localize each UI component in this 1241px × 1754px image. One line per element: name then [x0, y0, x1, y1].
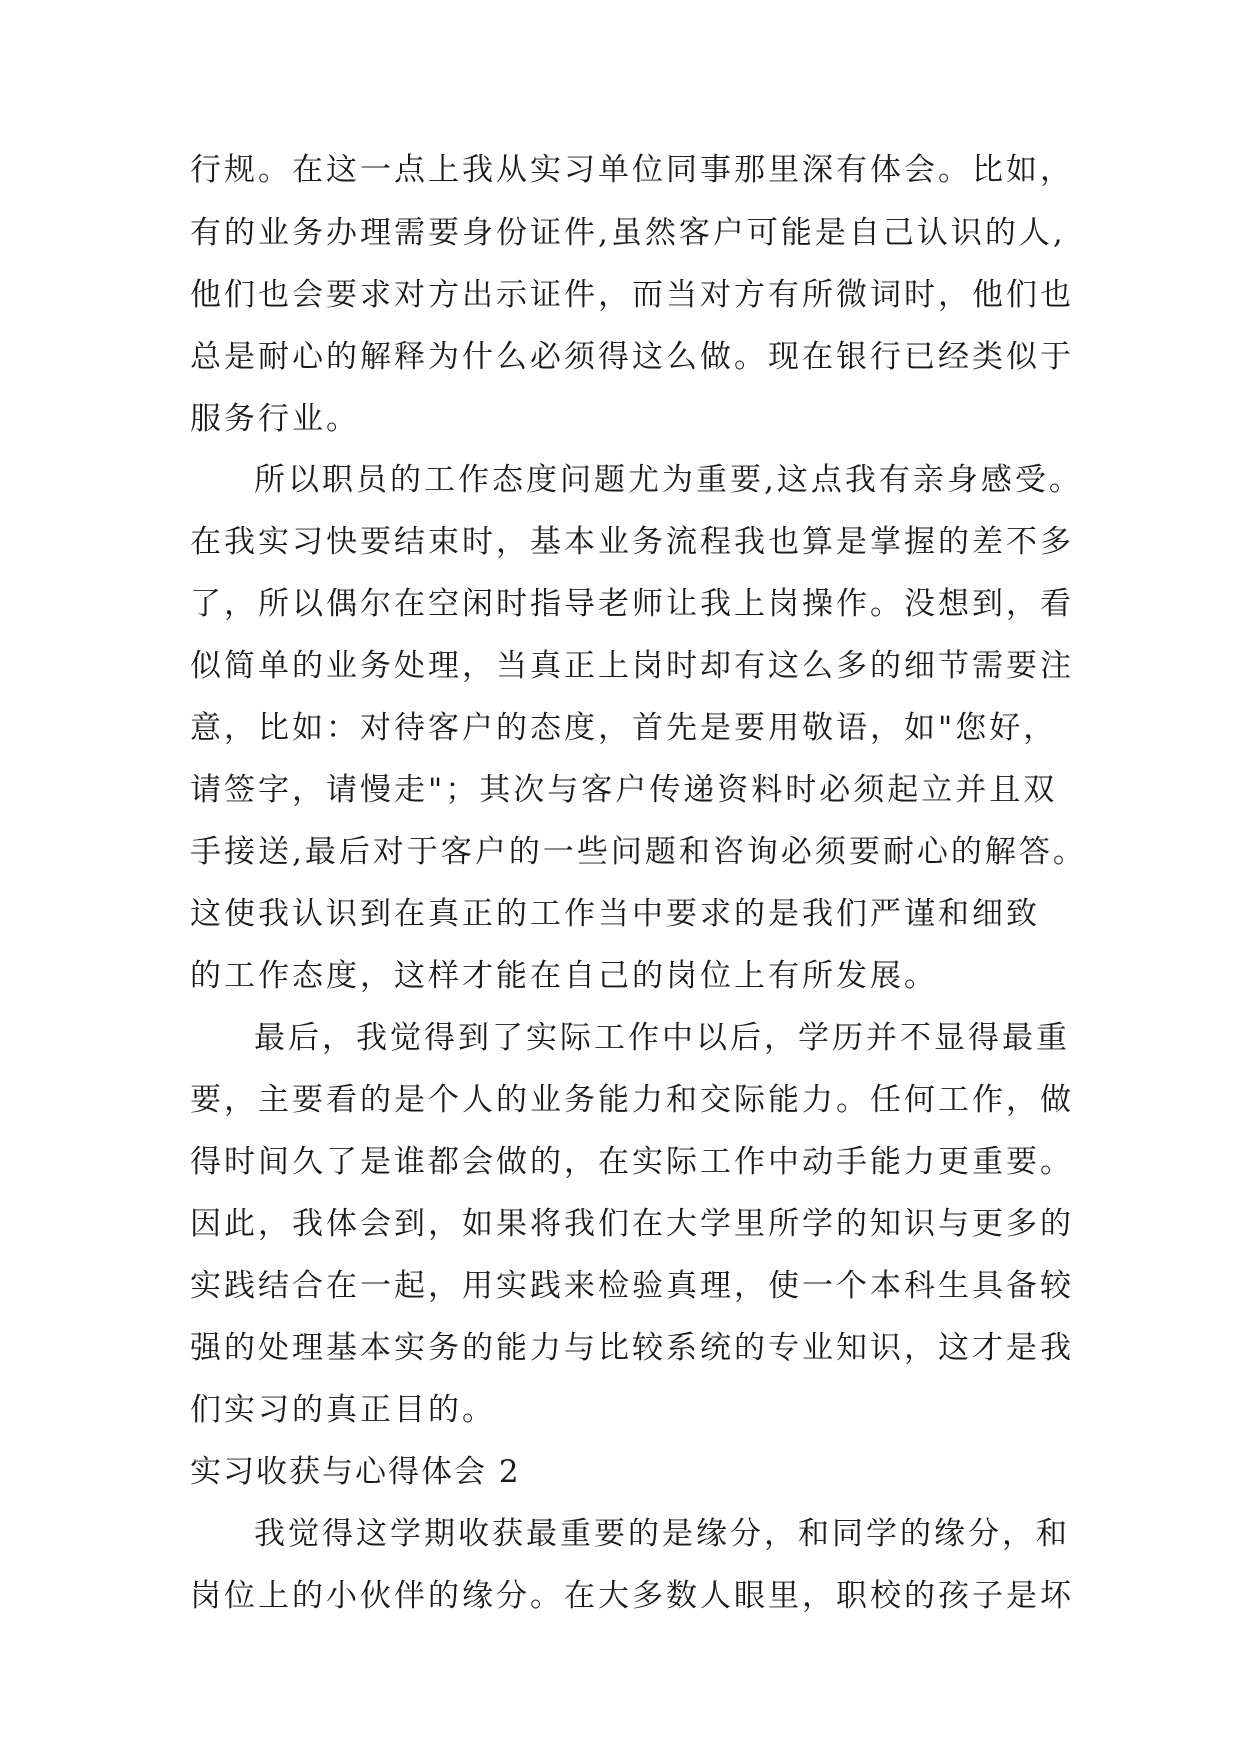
paragraph-line: 所以职员的工作态度问题尤为重要,这点我有亲身感受。 [254, 462, 1083, 498]
paragraph-line: 这使我认识到在真正的工作当中要求的是我们严谨和细致 [190, 896, 1040, 932]
paragraph-line: 似简单的业务处理，当真正上岗时却有这么多的细节需要注 [190, 648, 1074, 684]
paragraph-line: 我觉得这学期收获最重要的是缘分，和同学的缘分，和 [254, 1516, 1070, 1552]
paragraph-line: 手接送,最后对于客户的一些问题和咨询必须要耐心的解答。 [190, 834, 1087, 870]
paragraph-line: 请签字，请慢走"；其次与客户传递资料时必须起立并且双 [190, 772, 1058, 808]
paragraph-line: 意，比如：对待客户的态度，首先是要用敬语，如"您好， [190, 710, 1058, 746]
paragraph-line: 了，所以偶尔在空闲时指导老师让我上岗操作。没想到，看 [190, 586, 1074, 622]
paragraph-line: 因此，我体会到，如果将我们在大学里所学的知识与更多的 [190, 1206, 1074, 1242]
paragraph-line: 的工作态度，这样才能在自己的岗位上有所发展。 [190, 958, 938, 994]
paragraph-line: 实践结合在一起，用实践来检验真理，使一个本科生具备较 [190, 1268, 1074, 1304]
paragraph-line: 岗位上的小伙伴的缘分。在大多数人眼里，职校的孩子是坏 [190, 1578, 1074, 1614]
paragraph-line: 最后，我觉得到了实际工作中以后，学历并不显得最重 [254, 1020, 1070, 1056]
paragraph-line: 强的处理基本实务的能力与比较系统的专业知识，这才是我 [190, 1330, 1074, 1366]
section-heading: 实习收获与心得体会 2 [190, 1454, 521, 1490]
paragraph-line: 们实习的真正目的。 [190, 1392, 496, 1428]
paragraph-line: 要，主要看的是个人的业务能力和交际能力。任何工作，做 [190, 1082, 1074, 1118]
paragraph-line: 在我实习快要结束时，基本业务流程我也算是掌握的差不多 [190, 524, 1074, 560]
paragraph-line: 有的业务办理需要身份证件,虽然客户可能是自己认识的人, [190, 215, 1066, 251]
paragraph-line: 总是耐心的解释为什么必须得这么做。现在银行已经类似于 [190, 339, 1074, 375]
paragraph-line: 行规。在这一点上我从实习单位同事那里深有体会。比如， [190, 152, 1074, 188]
paragraph-line: 服务行业。 [190, 401, 360, 437]
paragraph-line: 得时间久了是谁都会做的，在实际工作中动手能力更重要。 [190, 1144, 1074, 1180]
paragraph-line: 他们也会要求对方出示证件，而当对方有所微词时，他们也 [190, 277, 1074, 313]
